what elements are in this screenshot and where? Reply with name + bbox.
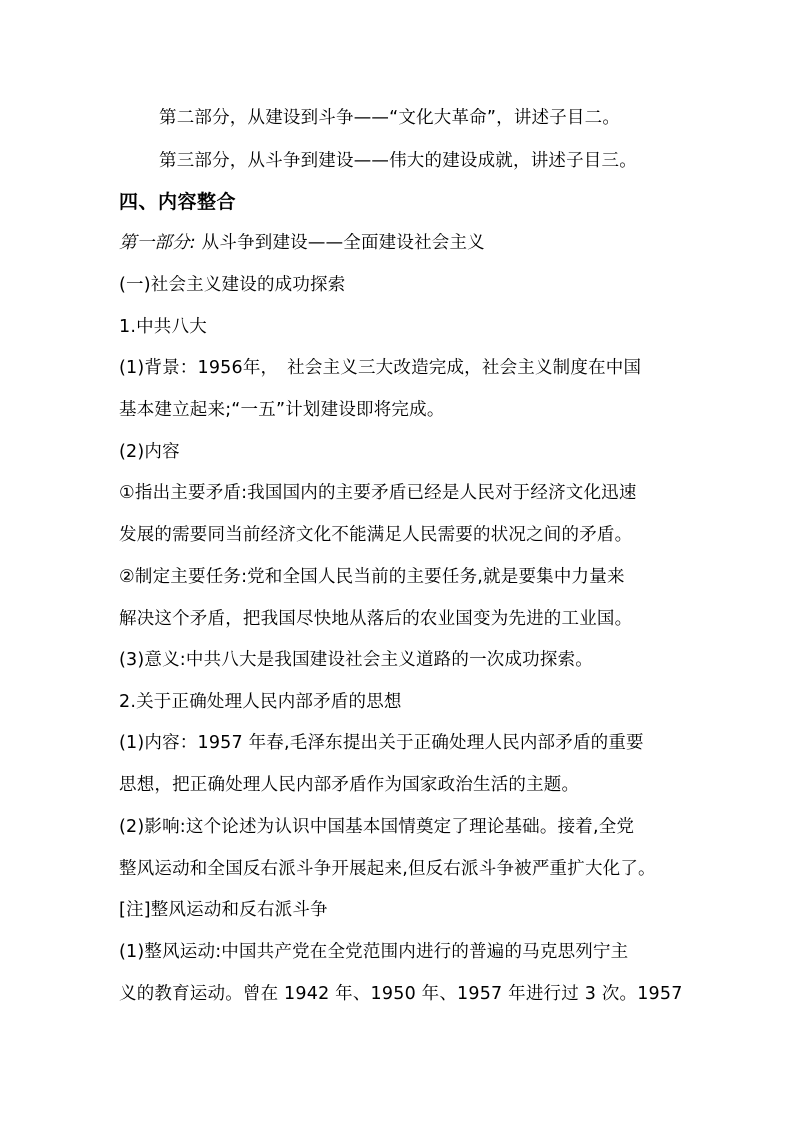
item1-title: 1.中共八大 [119,317,207,337]
intro-part2: 第二部分，从建设到斗争——“文化大革命”，讲述子目二。 [159,108,621,128]
part1-label: 第一部分: [119,233,196,253]
item1-point2-line1: ②制定主要任务:党和全国人民当前的主要任务,就是要集中力量来 [119,567,625,587]
item2-title: 2.关于正确处理人民内部矛盾的思想 [119,692,402,712]
item2-content-line2: 思想，把正确处理人民内部矛盾作为国家政治生活的主题。 [119,775,580,795]
part1-text: 从斗争到建设——全面建设社会主义 [195,233,485,253]
intro-part3: 第三部分，从斗争到建设——伟大的建设成就，讲述子目三。 [159,151,637,171]
item1-point2-line2: 解决这个矛盾，把我国尽快地从落后的农业国变为先进的工业国。 [119,609,633,629]
item1-significance: (3)意义:中共八大是我国建设社会主义道路的一次成功探索。 [119,650,593,670]
note-line1: (1)整风运动:中国共产党在全党范围内进行的普遍的马克思列宁主 [119,942,629,962]
note-title: [注]整风运动和反右派斗争 [119,900,328,920]
subsection-heading: (一)社会主义建设的成功探索 [119,275,346,295]
note-line2: 义的教育运动。曾在 1942 年、1950 年、1957 年进行过 3 次。1957 [119,984,683,1004]
item1-background-line2: 基本建立起来;“一五”计划建设即将完成。 [119,400,445,420]
item2-content-line1: (1)内容：1957 年春,毛泽东提出关于正确处理人民内部矛盾的重要 [119,733,644,753]
item2-impact-line2: 整风运动和全国反右派斗争开展起来,但反右派斗争被严重扩大化了。 [119,859,656,879]
part1-line [119,230,694,256]
item1-content-label: (2)内容 [119,442,180,462]
item2-impact-line1: (2)影响:这个论述为认识中国基本国情奠定了理论基础。接着,全党 [119,817,635,837]
item1-background-line1: (1)背景：1956年， 社会主义三大改造完成，社会主义制度在中国 [119,358,642,378]
section-heading: 四、内容整合 [119,191,237,213]
item1-point1-line1: ①指出主要矛盾:我国国内的主要矛盾已经是人民对于经济文化迅速 [119,483,637,503]
item1-point1-line2: 发展的需要同当前经济文化不能满足人民需要的状况之间的矛盾。 [119,525,633,545]
